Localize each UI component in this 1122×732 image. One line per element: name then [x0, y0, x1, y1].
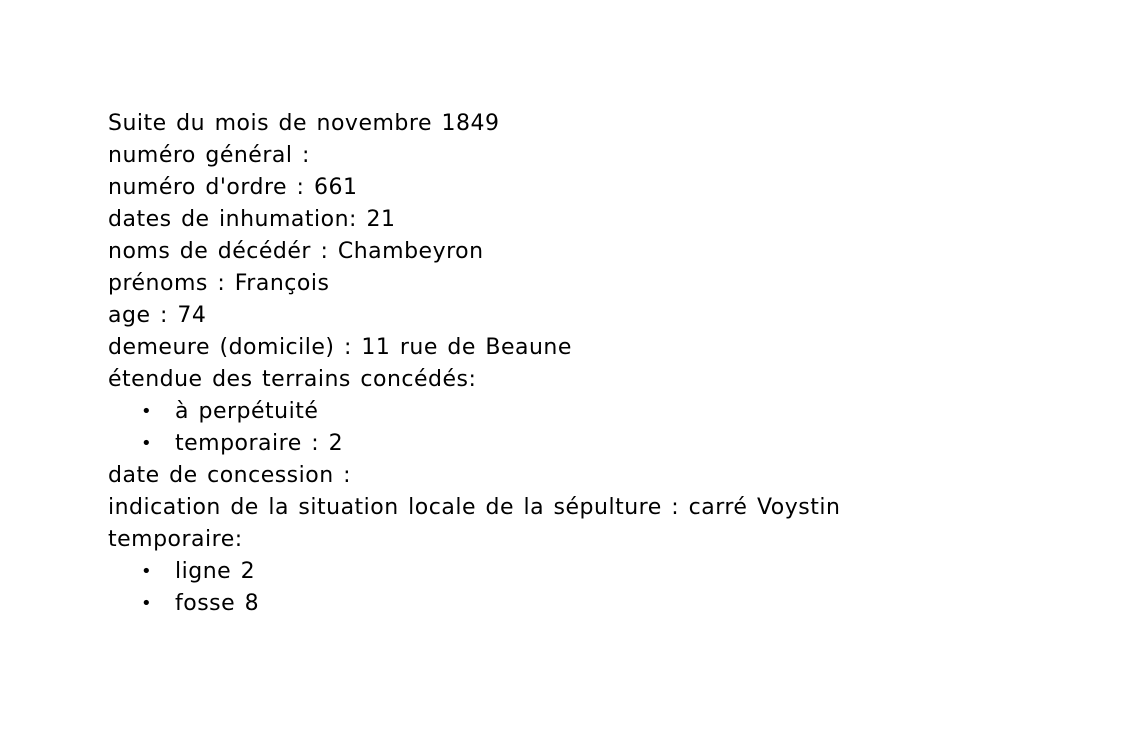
list-item-text: temporaire : 2 — [175, 431, 344, 456]
list-item-text: fosse 8 — [175, 591, 260, 616]
field-temporaire-label: temporaire: — [108, 527, 243, 552]
field-age: age : 74 — [108, 303, 207, 328]
field-date-concession: date de concession : — [108, 463, 352, 488]
field-dates-inhumation: dates de inhumation: 21 — [108, 207, 396, 232]
list-item — [108, 588, 1068, 620]
etendue-list — [108, 396, 1068, 460]
field-noms-decede: noms de décédér : Chambeyron — [108, 239, 484, 264]
temporaire-list — [108, 556, 1068, 620]
field-indication: indication de la situation locale de la sépulture : carré Voystin — [108, 495, 841, 520]
list-item — [108, 396, 1068, 428]
field-numero-general: numéro général : — [108, 143, 310, 168]
list-item — [108, 428, 1068, 460]
bullet-icon: • — [141, 401, 153, 422]
field-numero-ordre: numéro d'ordre : 661 — [108, 175, 358, 200]
document-page — [108, 108, 1068, 620]
field-etendue-label: étendue des terrains concédés: — [108, 367, 477, 392]
list-item-text: ligne 2 — [175, 559, 256, 584]
bullet-icon: • — [141, 593, 153, 614]
field-prenoms: prénoms : François — [108, 271, 330, 296]
list-item-text: à perpétuité — [175, 399, 319, 424]
document-title: Suite du mois de novembre 1849 — [108, 111, 500, 136]
field-demeure: demeure (domicile) : 11 rue de Beaune — [108, 335, 572, 360]
bullet-icon: • — [141, 561, 153, 582]
bullet-icon: • — [141, 433, 153, 454]
list-item — [108, 556, 1068, 588]
